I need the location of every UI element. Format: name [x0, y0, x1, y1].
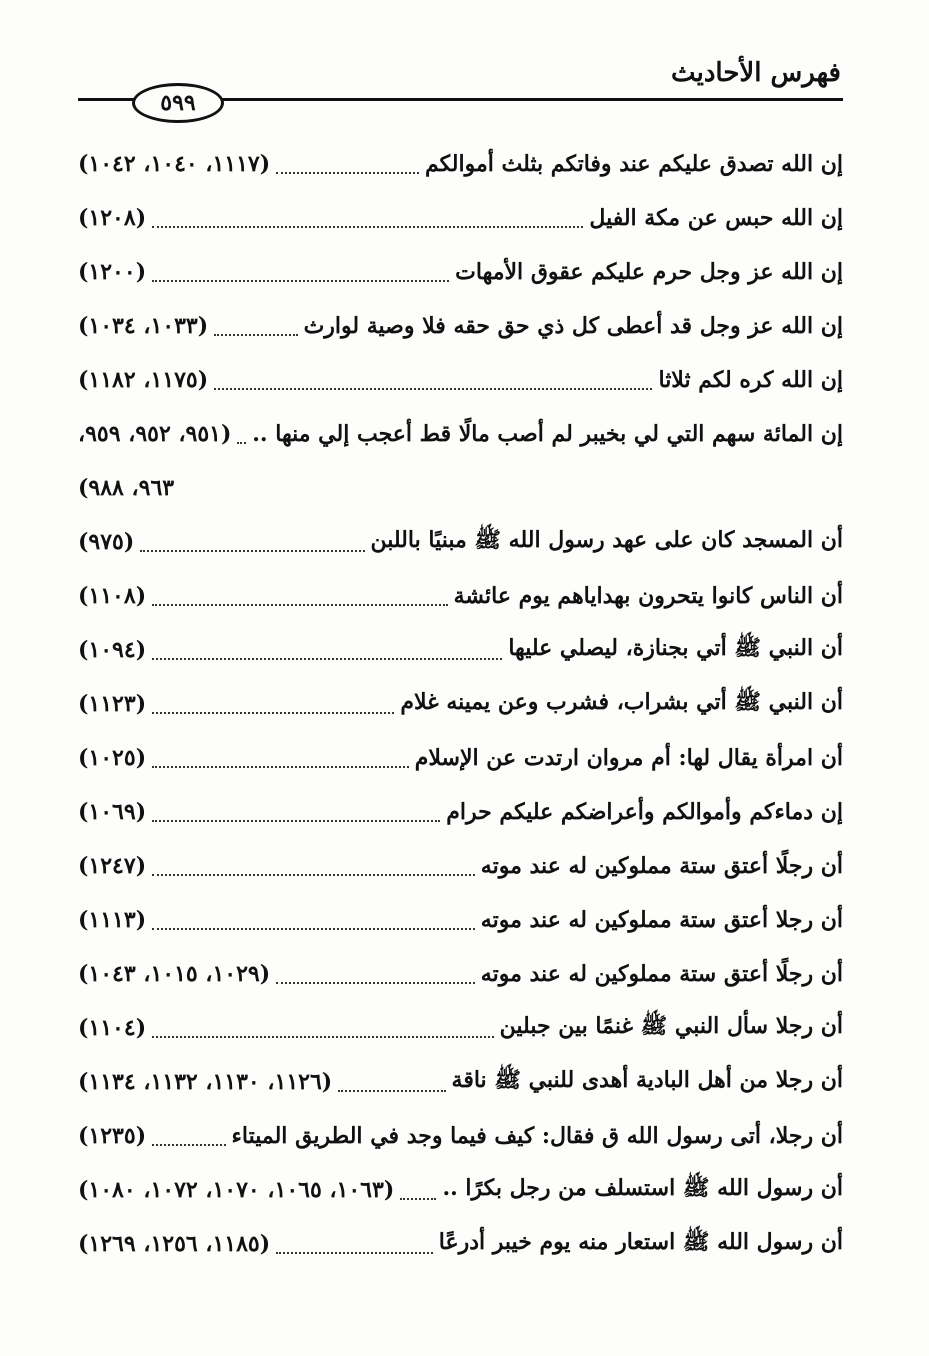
entry-text: أن رجلًا أعتق ستة مملوكين له عند موته [480, 853, 843, 879]
index-entry [78, 900, 843, 940]
index-entry [78, 306, 843, 346]
entry-refs: (١٠٢٥) [78, 745, 147, 771]
entry-text: أن رجلا من أهل البادية أهدى للنبي ﷺ ناقة [451, 1067, 843, 1093]
entry-text: إن الله عز وجل قد أعطى كل ذي حق حقه فلا وصية لوارث [303, 313, 843, 339]
index-entry [78, 144, 843, 184]
entry-refs: (١٢٠٨) [78, 205, 147, 231]
entry-text: إن الله كره لكم ثلاثا [658, 367, 843, 393]
entry-text: إن الله حبس عن مكة الفيل [589, 205, 843, 231]
index-entry [78, 792, 843, 832]
entry-refs: (١١٠٨) [78, 583, 147, 609]
entry-text: إن دماءكم وأموالكم وأعراضكم عليكم حرام [446, 799, 843, 825]
leader-dots [152, 1018, 494, 1038]
leader-dots [152, 208, 583, 228]
leader-dots [214, 370, 652, 390]
entry-text: أن رجلا أعتق ستة مملوكين له عند موته [480, 907, 843, 933]
leader-dots [276, 154, 419, 174]
page-number-badge: ٥٩٩ [132, 83, 224, 123]
index-entry [78, 1008, 843, 1048]
entry-refs: (٩٧٥) [78, 529, 135, 555]
index-entry [78, 1170, 843, 1210]
entry-refs: (١٢٤٧) [78, 853, 147, 879]
index-entry [78, 630, 843, 670]
entry-text: أن امرأة يقال لها: أم مروان ارتدت عن الإسلام [414, 745, 843, 771]
entry-text: أن النبي ﷺ أتي بجنازة، ليصلي عليها [508, 635, 843, 661]
leader-dots [152, 586, 448, 606]
entry-refs: (١٠٣٣، ١٠٣٤) [78, 313, 209, 339]
leader-dots [152, 262, 449, 282]
entry-refs: (١٢٠٠) [78, 259, 147, 285]
entry-refs: (١٠٢٩، ١٠١٥، ١٠٤٣) [78, 961, 271, 987]
leader-dots [152, 802, 440, 822]
entry-text: أن رسول الله ﷺ استعار منه يوم خيبر أدرعًا [438, 1229, 843, 1255]
index-entry [78, 846, 843, 886]
index-entry [78, 1224, 843, 1264]
entry-refs-continuation: ٩٦٣، ٩٨٨) [78, 475, 175, 501]
entry-text: أن المسجد كان على عهد رسول الله ﷺ مبنيًا باللبن [370, 527, 843, 553]
entry-refs: (١١٢٦، ١١٣٠، ١١٣٢، ١١٣٤) [78, 1069, 333, 1095]
entry-refs: (١١٨٥، ١٢٥٦، ١٢٦٩) [78, 1231, 271, 1257]
index-entry [78, 360, 843, 400]
leader-dots [276, 1234, 433, 1254]
entry-text: أن رسول الله ﷺ استسلف من رجل بكرًا .. [442, 1175, 843, 1201]
leader-dots [237, 424, 246, 444]
entry-text: أن رجلًا أعتق ستة مملوكين له عند موته [480, 961, 843, 987]
index-entry [78, 576, 843, 616]
leader-dots [152, 856, 475, 876]
index-entry [78, 1062, 843, 1102]
entry-refs: (١١١٣) [78, 907, 147, 933]
leader-dots [400, 1180, 436, 1200]
entry-text: أن رجلا سأل النبي ﷺ غنمًا بين جبلين [499, 1013, 843, 1039]
index-entry [78, 954, 843, 994]
entry-refs: (١٠٦٩) [78, 799, 147, 825]
entry-text: إن الله عز وجل حرم عليكم عقوق الأمهات [455, 259, 843, 285]
entry-refs: (١٢٣٥) [78, 1123, 147, 1149]
leader-dots [152, 1126, 225, 1146]
leader-dots [152, 640, 502, 660]
entry-refs: (١١٧٥، ١١٨٢) [78, 367, 209, 393]
index-entry [78, 252, 843, 292]
entry-text: أن رجلا، أتى رسول الله ق فقال: كيف فيما وجد في الطريق الميتاء [231, 1123, 843, 1149]
leader-dots [152, 694, 394, 714]
entry-text: إن الله تصدق عليكم عند وفاتكم بثلث أموالكم [424, 151, 843, 177]
index-entry [78, 684, 843, 724]
entry-refs: (٩٥١، ٩٥٢، ٩٥٩، [78, 421, 232, 447]
leader-dots [214, 316, 297, 336]
entry-refs: (١٠٩٤) [78, 637, 147, 663]
index-entry [78, 414, 843, 454]
entry-text: إن المائة سهم التي لي بخيبر لم أصب مالًا قط أعجب إلي منها .. [252, 421, 843, 447]
index-entry [78, 738, 843, 778]
leader-dots [152, 748, 409, 768]
index-entry [78, 522, 843, 562]
index-entry [78, 1116, 843, 1156]
leader-dots [276, 964, 475, 984]
leader-dots [140, 532, 364, 552]
entry-refs: (١١١٧، ١٠٤٠، ١٠٤٢) [78, 151, 271, 177]
entry-refs: (١١٠٤) [78, 1015, 147, 1041]
entry-refs: (١١٢٣) [78, 691, 147, 717]
entry-text: أن الناس كانوا يتحرون بهداياهم يوم عائشة [453, 583, 843, 609]
leader-dots [338, 1072, 445, 1092]
running-header-title: فهرس الأحاديث [671, 58, 841, 88]
entry-text: أن النبي ﷺ أتي بشراب، فشرب وعن يمينه غلام [400, 689, 843, 715]
leader-dots [152, 910, 475, 930]
entry-refs: (١٠٦٣، ١٠٦٥، ١٠٧٠، ١٠٧٢، ١٠٨٠) [78, 1177, 395, 1203]
index-entry [78, 198, 843, 238]
